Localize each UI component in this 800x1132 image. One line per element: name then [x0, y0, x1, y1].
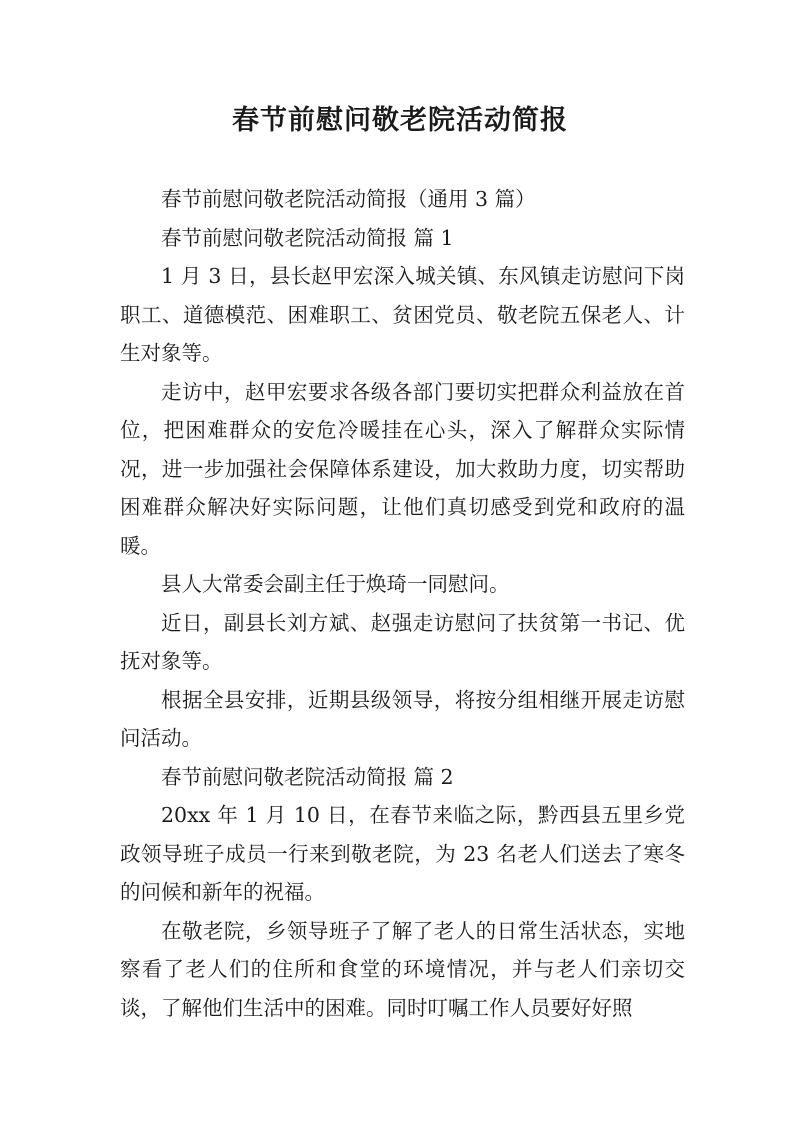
paragraph: 县人大常委会副主任于焕琦一同慰问。 — [161, 572, 510, 596]
document-body — [120, 180, 685, 1027]
paragraph: 20xx 年 1 月 10 日，在春节来临之际，黔西县五里乡党政领导班子成员一行来到敬老院，为 23 名老人们送去了寒冬的问候和新年的祝福。 — [120, 803, 685, 904]
paragraph-section-2-heading: 春节前慰问敬老院活动简报 篇 2 — [161, 764, 454, 789]
paragraph: 近日，副县长刘方斌、赵强走访慰问了扶贫第一书记、优抚对象等。 — [120, 610, 685, 673]
paragraph: 1 月 3 日，县长赵甲宏深入城关镇、东风镇走访慰问下岗职工、道德模范、困难职工、贫困党员、敬老院五保老人、计生对象等。 — [120, 264, 685, 365]
paragraph-section-1-heading: 春节前慰问敬老院活动简报 篇 1 — [161, 225, 454, 250]
paragraph-subtitle: 春节前慰问敬老院活动简报（通用 3 篇） — [161, 187, 536, 211]
paragraph: 根据全县安排，近期县级领导，将按分组相继开展走访慰问活动。 — [120, 687, 685, 750]
paragraph: 走访中，赵甲宏要求各级各部门要切实把群众利益放在首位，把困难群众的安危冷暖挂在心头，深入了解群众实际情况，进一步加强社会保障体系建设，加大救助力度，切实帮助困难群众解决好实际问题，让他们真切感受到党和政府的温暖。 — [120, 379, 685, 558]
document-title: 春节前慰问敬老院活动简报 — [232, 105, 568, 136]
paragraph: 在敬老院，乡领导班子了解了老人的日常生活状态，实地察看了老人们的住所和食堂的环境情况，并与老人们亲切交谈，了解他们生活中的困难。同时叮嘱工作人员要好好照 — [120, 918, 685, 1020]
